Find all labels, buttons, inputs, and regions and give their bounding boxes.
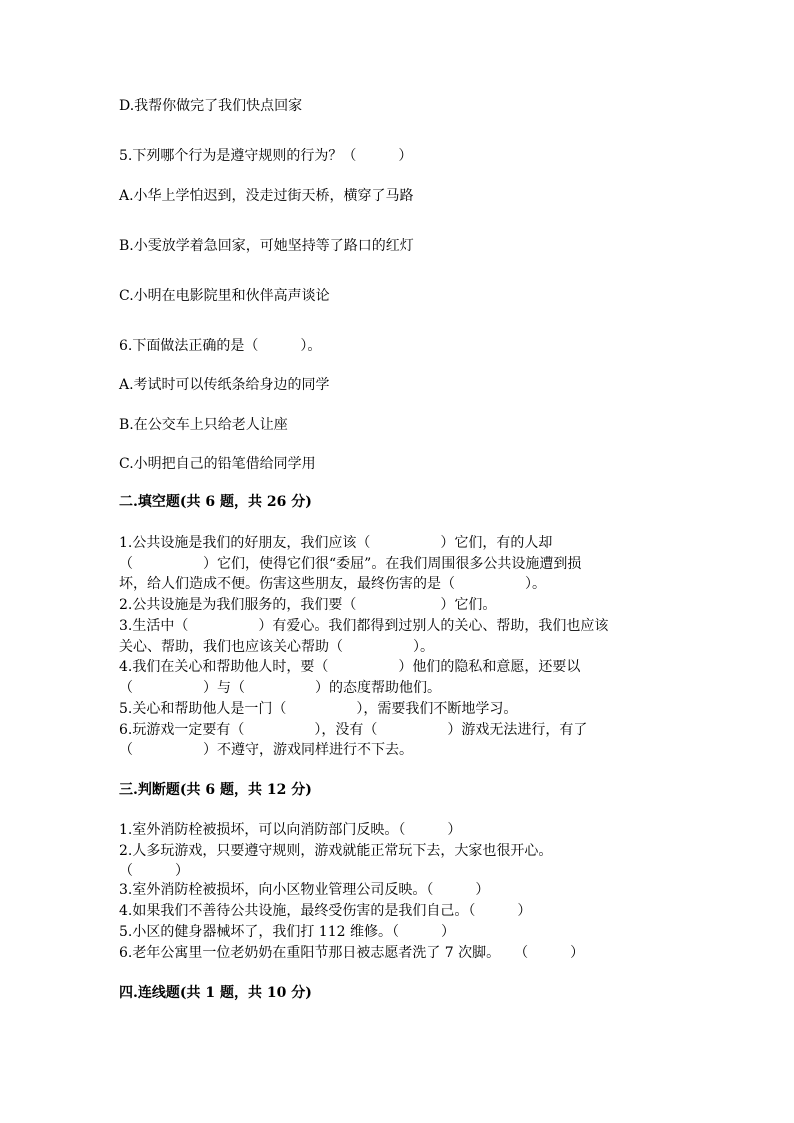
- judge-line: 5.小区的健身器械坏了，我们打 112 维修。（ ）: [119, 924, 455, 940]
- fill-line: （ ）与（ ）的态度帮助他们。: [119, 680, 441, 696]
- fill-line: 2.公共设施是为我们服务的，我们要（ ）它们。: [119, 597, 497, 613]
- fill-line: 坏，给人们造成不便。伤害这些朋友，最终伤害的是（ ）。: [119, 576, 546, 592]
- fill-line: 5.关心和帮助他人是一门（ ），需要我们不断地学习。: [119, 701, 518, 717]
- fill-line: 3.生活中（ ）有爱心。我们都得到过别人的关心、帮助，我们也应该: [119, 618, 609, 634]
- q5-option-c: C.小明在电影院里和伙伴高声谈论: [119, 288, 330, 304]
- q4-option-d: D.我帮你做完了我们快点回家: [119, 98, 303, 114]
- q5-question: 5.下列哪个行为是遵守规则的行为？（ ）: [119, 148, 413, 164]
- q6-question: 6.下面做法正确的是（ ）。: [119, 338, 322, 354]
- judge-line: 4.如果我们不善待公共设施，最终受伤害的是我们自己。（ ）: [119, 903, 532, 919]
- fill-line: 4.我们在关心和帮助他人时，要（ ）他们的隐私和意愿，还要以: [119, 659, 581, 675]
- fill-line: （ ）不遵守，游戏同样进行不下去。: [119, 742, 413, 758]
- judge-line: 2.人多玩游戏，只要遵守规则，游戏就能正常玩下去，大家也很开心。: [119, 843, 553, 859]
- judge-line: 3.室外消防栓被损坏，向小区物业管理公司反映。（ ）: [119, 882, 490, 898]
- section-heading-fill-in: 二.填空题(共 6 题，共 26 分): [119, 494, 312, 510]
- judge-line: 6.老年公寓里一位老奶奶在重阳节那日被志愿者洗了 7 次脚。 （ ）: [119, 945, 585, 961]
- fill-line: 关心、帮助，我们也应该关心帮助（ ）。: [119, 639, 434, 655]
- section-heading-judgement: 三.判断题(共 6 题，共 12 分): [119, 782, 312, 798]
- fill-line: 1.公共设施是我们的好朋友，我们应该（ ）它们，有的人却: [119, 535, 553, 551]
- fill-line: （ ）它们，使得它们很“委屈”。在我们周围很多公共设施遭到损: [119, 556, 582, 572]
- q6-option-a: A.考试时可以传纸条给身边的同学: [119, 377, 330, 393]
- section-heading-matching: 四.连线题(共 1 题，共 10 分): [119, 985, 312, 1001]
- q5-option-a: A.小华上学怕迟到，没走过街天桥，横穿了马路: [119, 188, 414, 204]
- fill-line: 6.玩游戏一定要有（ ），没有（ ）游戏无法进行，有了: [119, 722, 588, 738]
- q6-option-b: B.在公交车上只给老人让座: [119, 417, 288, 433]
- q5-option-b: B.小雯放学着急回家，可她坚持等了路口的红灯: [119, 238, 414, 254]
- judge-line: （ ）: [119, 863, 189, 879]
- judge-line: 1.室外消防栓被损坏，可以向消防部门反映。（ ）: [119, 822, 462, 838]
- q6-option-c: C.小明把自己的铅笔借给同学用: [119, 456, 316, 472]
